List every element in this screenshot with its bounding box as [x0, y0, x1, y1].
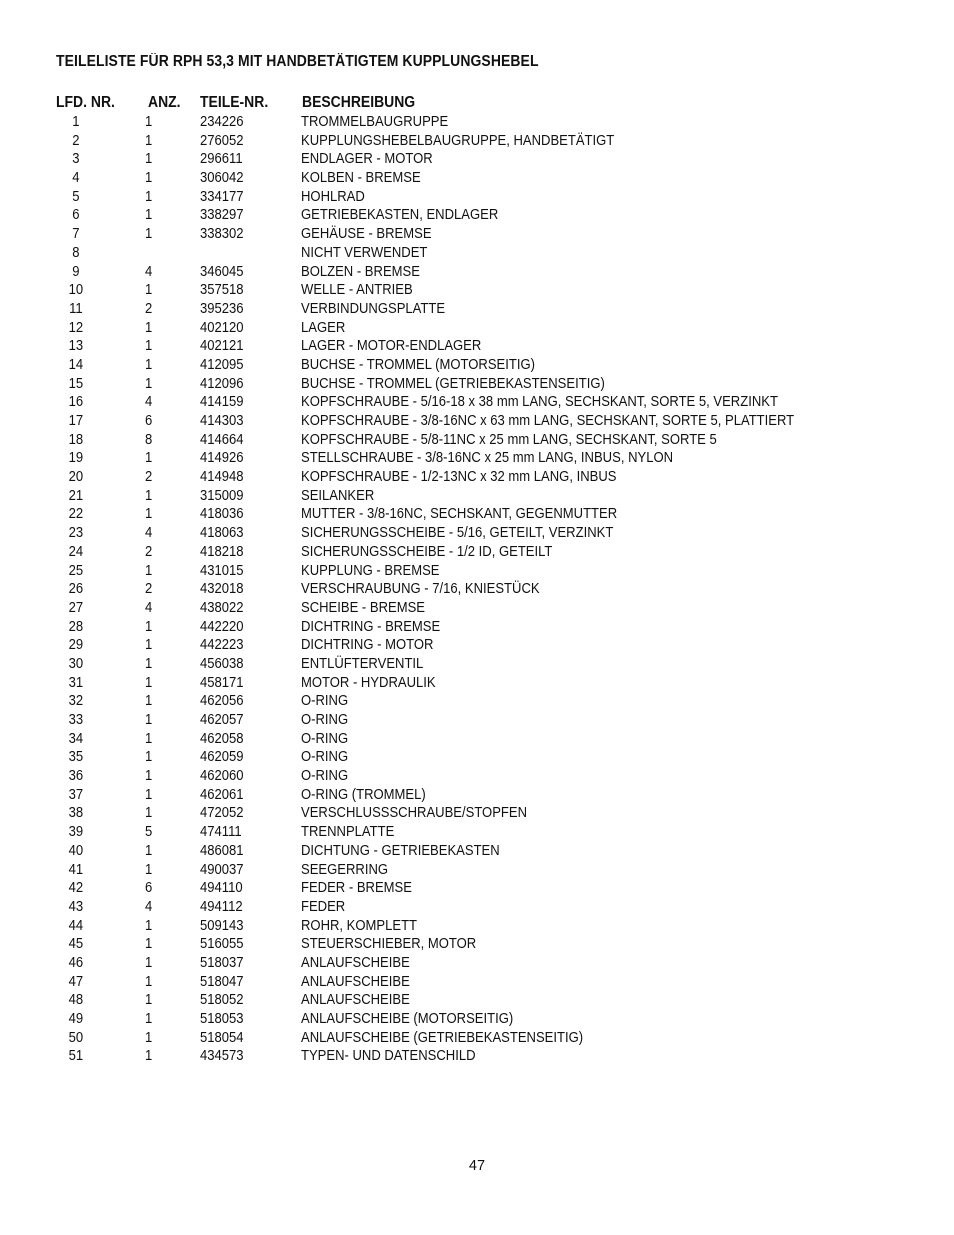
cell-lfd-nr: 26: [68, 581, 84, 598]
cell-lfd-nr: 23: [68, 525, 84, 542]
table-row: [56, 768, 916, 787]
cell-anz: 1: [145, 973, 153, 990]
cell-anz: 1: [145, 693, 153, 710]
cell-lfd-nr: 28: [68, 618, 84, 635]
cell-teile-nr: 442223: [200, 637, 244, 654]
table-row: [56, 450, 916, 469]
cell-beschreibung: ANLAUFSCHEIBE (GETRIEBEKASTENSEITIG): [301, 1029, 584, 1046]
cell-lfd-nr: 50: [68, 1029, 84, 1046]
page-number: 47: [468, 1158, 486, 1174]
cell-beschreibung: BUCHSE - TROMMEL (GETRIEBEKASTENSEITIG): [301, 375, 605, 392]
table-row: [56, 376, 916, 395]
cell-lfd-nr: 41: [68, 861, 84, 878]
table-row: [56, 805, 916, 824]
cell-lfd-nr: 11: [69, 300, 83, 317]
cell-beschreibung: DICHTRING - BREMSE: [301, 618, 441, 635]
cell-beschreibung: O-RING: [301, 768, 349, 785]
cell-anz: 4: [145, 525, 153, 542]
cell-teile-nr: 346045: [200, 263, 244, 280]
cell-anz: 1: [145, 487, 153, 504]
cell-anz: 1: [145, 338, 153, 355]
table-row: [56, 843, 916, 862]
cell-teile-nr: 516055: [200, 936, 244, 953]
cell-lfd-nr: 16: [68, 394, 84, 411]
cell-beschreibung: KOPFSCHRAUBE - 3/8-16NC x 63 mm LANG, SECHSKANT, SORTE 5, PLATTIERT: [301, 413, 795, 429]
parts-table: [56, 94, 916, 1067]
cell-beschreibung: ANLAUFSCHEIBE: [301, 954, 410, 971]
cell-teile-nr: 518052: [200, 992, 244, 1009]
cell-anz: 1: [145, 375, 153, 392]
cell-beschreibung: ROHR, KOMPLETT: [301, 917, 418, 934]
cell-beschreibung: O-RING: [301, 712, 349, 728]
table-row: [56, 394, 916, 413]
cell-beschreibung: STEUERSCHIEBER, MOTOR: [301, 936, 477, 953]
cell-beschreibung: LAGER - MOTOR-ENDLAGER: [301, 338, 482, 355]
table-row: [56, 282, 916, 301]
table-row: [56, 413, 916, 432]
cell-teile-nr: 494110: [200, 880, 243, 897]
cell-anz: 1: [145, 842, 153, 859]
cell-anz: 1: [145, 1048, 153, 1065]
table-row: [56, 320, 916, 339]
cell-beschreibung: LAGER: [301, 319, 346, 336]
cell-teile-nr: 338297: [200, 207, 244, 224]
table-row: [56, 114, 916, 133]
cell-lfd-nr: 48: [68, 992, 84, 1009]
cell-anz: 1: [145, 356, 153, 373]
cell-lfd-nr: 37: [68, 786, 84, 803]
cell-beschreibung: KUPPLUNG - BREMSE: [301, 562, 440, 579]
cell-lfd-nr: 15: [68, 375, 84, 392]
cell-teile-nr: 509143: [200, 917, 244, 934]
cell-beschreibung: BUCHSE - TROMMEL (MOTORSEITIG): [301, 356, 535, 373]
cell-beschreibung: KOLBEN - BREMSE: [301, 170, 421, 187]
cell-anz: 1: [145, 861, 153, 878]
cell-teile-nr: 418063: [200, 525, 244, 542]
cell-beschreibung: GETRIEBEKASTEN, ENDLAGER: [301, 207, 499, 224]
cell-lfd-nr: 47: [68, 973, 84, 990]
cell-beschreibung: GEHÄUSE - BREMSE: [301, 226, 432, 243]
cell-lfd-nr: 1: [72, 114, 80, 130]
cell-teile-nr: 418036: [200, 506, 244, 523]
table-row: [56, 1011, 916, 1030]
cell-anz: 1: [145, 562, 153, 579]
cell-lfd-nr: 20: [68, 469, 84, 486]
table-row: [56, 974, 916, 993]
cell-anz: 2: [145, 469, 153, 486]
cell-teile-nr: 462057: [200, 712, 244, 728]
cell-anz: 1: [145, 114, 153, 130]
cell-teile-nr: 462058: [200, 730, 244, 747]
cell-beschreibung: KOPFSCHRAUBE - 1/2-13NC x 32 mm LANG, INBUS: [301, 469, 617, 486]
cell-lfd-nr: 38: [68, 805, 84, 822]
table-row: [56, 488, 916, 507]
cell-beschreibung: ENDLAGER - MOTOR: [301, 151, 433, 168]
cell-teile-nr: 296611: [200, 151, 243, 168]
table-row: [56, 1048, 916, 1067]
cell-teile-nr: 338302: [200, 226, 244, 243]
cell-lfd-nr: 34: [68, 730, 84, 747]
cell-lfd-nr: 27: [68, 599, 84, 616]
cell-teile-nr: 431015: [200, 562, 244, 579]
cell-anz: 4: [145, 599, 153, 616]
cell-teile-nr: 402120: [200, 319, 244, 336]
cell-anz: 1: [145, 674, 153, 691]
table-row: [56, 656, 916, 675]
cell-lfd-nr: 33: [68, 712, 84, 728]
cell-lfd-nr: 13: [68, 338, 84, 355]
cell-lfd-nr: 8: [72, 244, 80, 261]
cell-teile-nr: 462061: [200, 786, 244, 803]
cell-anz: 1: [145, 655, 153, 672]
table-body: [56, 114, 916, 1067]
cell-beschreibung: SCHEIBE - BREMSE: [301, 599, 426, 616]
table-row: [56, 824, 916, 843]
cell-beschreibung: O-RING: [301, 749, 349, 766]
cell-anz: 1: [145, 712, 153, 728]
cell-beschreibung: KOPFSCHRAUBE - 5/8-11NC x 25 mm LANG, SECHSKANT, SORTE 5: [301, 431, 717, 448]
table-row: [56, 862, 916, 881]
cell-anz: 1: [145, 1029, 153, 1046]
cell-anz: 1: [145, 450, 153, 467]
cell-teile-nr: 518054: [200, 1029, 244, 1046]
table-row: [56, 170, 916, 189]
cell-lfd-nr: 7: [72, 226, 80, 243]
cell-teile-nr: 462060: [200, 768, 244, 785]
table-row: [56, 731, 916, 750]
cell-beschreibung: STELLSCHRAUBE - 3/8-16NC x 25 mm LANG, INBUS, NYLON: [301, 450, 674, 467]
cell-beschreibung: WELLE - ANTRIEB: [301, 282, 413, 299]
table-row: [56, 749, 916, 768]
cell-lfd-nr: 29: [68, 637, 84, 654]
cell-anz: 1: [145, 226, 153, 243]
cell-teile-nr: 402121: [200, 338, 244, 355]
cell-teile-nr: 438022: [200, 599, 244, 616]
table-row: [56, 918, 916, 937]
cell-lfd-nr: 14: [68, 356, 84, 373]
header-teile-nr: TEILE-NR.: [200, 94, 269, 111]
page-title: TEILELISTE FÜR RPH 53,3 MIT HANDBETÄTIGTEM KUPPLUNGSHEBEL: [56, 53, 539, 70]
cell-lfd-nr: 22: [68, 506, 84, 523]
table-row: [56, 992, 916, 1011]
cell-lfd-nr: 39: [68, 824, 84, 841]
table-row: [56, 880, 916, 899]
cell-anz: 1: [145, 954, 153, 971]
cell-teile-nr: 412095: [200, 356, 244, 373]
cell-beschreibung: TYPEN- UND DATENSCHILD: [301, 1048, 476, 1065]
cell-beschreibung: VERSCHRAUBUNG - 7/16, KNIESTÜCK: [301, 581, 540, 598]
cell-lfd-nr: 32: [68, 693, 84, 710]
cell-anz: 1: [145, 506, 153, 523]
cell-lfd-nr: 21: [68, 487, 84, 504]
cell-anz: 1: [145, 170, 153, 187]
table-row: [56, 563, 916, 582]
cell-beschreibung: SICHERUNGSSCHEIBE - 5/16, GETEILT, VERZINKT: [301, 525, 614, 542]
cell-teile-nr: 518053: [200, 1011, 244, 1027]
cell-teile-nr: 442220: [200, 618, 244, 635]
cell-beschreibung: MOTOR - HYDRAULIK: [301, 674, 436, 691]
cell-anz: 1: [145, 618, 153, 635]
cell-teile-nr: 462056: [200, 693, 244, 710]
cell-beschreibung: ANLAUFSCHEIBE: [301, 992, 410, 1009]
table-row: [56, 133, 916, 152]
cell-lfd-nr: 5: [72, 188, 80, 205]
table-row: [56, 936, 916, 955]
table-row: [56, 787, 916, 806]
cell-lfd-nr: 36: [68, 768, 84, 785]
table-row: [56, 525, 916, 544]
cell-beschreibung: ENTLÜFTERVENTIL: [301, 655, 424, 672]
cell-anz: 1: [145, 319, 153, 336]
cell-lfd-nr: 30: [68, 655, 84, 672]
table-row: [56, 432, 916, 451]
cell-lfd-nr: 40: [68, 842, 84, 859]
cell-beschreibung: SICHERUNGSSCHEIBE - 1/2 ID, GETEILT: [301, 543, 553, 560]
cell-teile-nr: 414926: [200, 450, 244, 467]
cell-anz: 8: [145, 431, 153, 448]
table-row: [56, 506, 916, 525]
cell-anz: 1: [145, 207, 153, 224]
cell-teile-nr: 490037: [200, 861, 244, 878]
table-row: [56, 693, 916, 712]
table-row: [56, 955, 916, 974]
cell-lfd-nr: 6: [72, 207, 80, 224]
cell-lfd-nr: 2: [72, 132, 80, 149]
cell-anz: 1: [145, 805, 153, 822]
cell-teile-nr: 357518: [200, 282, 244, 299]
cell-anz: 2: [145, 581, 153, 598]
cell-teile-nr: 432018: [200, 581, 244, 598]
cell-beschreibung: VERBINDUNGSPLATTE: [301, 300, 446, 317]
cell-teile-nr: 456038: [200, 655, 244, 672]
cell-lfd-nr: 44: [68, 917, 84, 934]
cell-lfd-nr: 12: [68, 319, 84, 336]
cell-lfd-nr: 43: [68, 898, 84, 915]
cell-beschreibung: KUPPLUNGSHEBELBAUGRUPPE, HANDBETÄTIGT: [301, 132, 615, 149]
cell-lfd-nr: 31: [68, 674, 84, 691]
cell-beschreibung: O-RING (TROMMEL): [301, 786, 426, 803]
table-row: [56, 600, 916, 619]
cell-beschreibung: TRENNPLATTE: [301, 824, 395, 841]
cell-teile-nr: 414159: [200, 394, 244, 411]
cell-anz: 4: [145, 898, 153, 915]
table-row: [56, 357, 916, 376]
cell-teile-nr: 518037: [200, 954, 244, 971]
cell-anz: 2: [145, 300, 153, 317]
cell-teile-nr: 474111: [200, 824, 242, 841]
cell-anz: 6: [145, 880, 153, 897]
cell-anz: 1: [145, 768, 153, 785]
table-row: [56, 675, 916, 694]
table-row: [56, 899, 916, 918]
header-beschreibung: BESCHREIBUNG: [302, 94, 416, 111]
cell-teile-nr: 234226: [200, 114, 244, 130]
cell-beschreibung: MUTTER - 3/8-16NC, SECHSKANT, GEGENMUTTER: [301, 506, 618, 523]
cell-lfd-nr: 45: [68, 936, 84, 953]
table-row: [56, 264, 916, 283]
cell-teile-nr: 334177: [200, 188, 244, 205]
cell-beschreibung: FEDER - BREMSE: [301, 880, 412, 897]
cell-teile-nr: 395236: [200, 300, 244, 317]
cell-teile-nr: 315009: [200, 487, 244, 504]
cell-beschreibung: KOPFSCHRAUBE - 5/16-18 x 38 mm LANG, SECHSKANT, SORTE 5, VERZINKT: [301, 394, 778, 411]
cell-teile-nr: 472052: [200, 805, 244, 822]
cell-lfd-nr: 35: [68, 749, 84, 766]
cell-lfd-nr: 18: [68, 431, 84, 448]
cell-lfd-nr: 46: [68, 954, 84, 971]
cell-anz: 4: [145, 394, 153, 411]
cell-anz: 5: [145, 824, 153, 841]
cell-anz: 1: [145, 637, 153, 654]
cell-anz: 6: [145, 413, 153, 429]
cell-anz: 1: [145, 132, 153, 149]
cell-teile-nr: 414303: [200, 413, 244, 429]
cell-anz: 4: [145, 263, 153, 280]
cell-teile-nr: 462059: [200, 749, 244, 766]
cell-beschreibung: NICHT VERWENDET: [301, 244, 428, 261]
table-row: [56, 544, 916, 563]
cell-beschreibung: O-RING: [301, 693, 349, 710]
table-row: [56, 1030, 916, 1049]
cell-beschreibung: FEDER: [301, 898, 346, 915]
cell-anz: 1: [145, 730, 153, 747]
cell-beschreibung: TROMMELBAUGRUPPE: [301, 114, 449, 130]
cell-lfd-nr: 10: [68, 282, 84, 299]
cell-beschreibung: SEEGERRING: [301, 861, 389, 878]
cell-lfd-nr: 9: [72, 263, 80, 280]
cell-lfd-nr: 19: [68, 450, 84, 467]
cell-anz: 1: [145, 151, 153, 168]
cell-anz: 1: [145, 786, 153, 803]
cell-teile-nr: 434573: [200, 1048, 244, 1065]
table-row: [56, 619, 916, 638]
table-row: [56, 226, 916, 245]
cell-anz: 2: [145, 543, 153, 560]
cell-teile-nr: 518047: [200, 973, 244, 990]
cell-teile-nr: 412096: [200, 375, 244, 392]
table-row: [56, 189, 916, 208]
cell-teile-nr: 414948: [200, 469, 244, 486]
cell-beschreibung: DICHTUNG - GETRIEBEKASTEN: [301, 842, 500, 859]
cell-beschreibung: VERSCHLUSSSCHRAUBE/STOPFEN: [301, 805, 528, 822]
cell-anz: 1: [145, 282, 153, 299]
cell-teile-nr: 458171: [200, 674, 244, 691]
cell-lfd-nr: 42: [68, 880, 84, 897]
cell-beschreibung: BOLZEN - BREMSE: [301, 263, 420, 280]
cell-lfd-nr: 3: [72, 151, 80, 168]
table-row: [56, 637, 916, 656]
cell-anz: 1: [145, 188, 153, 205]
cell-lfd-nr: 51: [68, 1048, 84, 1065]
cell-beschreibung: ANLAUFSCHEIBE (MOTORSEITIG): [301, 1011, 514, 1027]
table-row: [56, 469, 916, 488]
cell-anz: 1: [145, 936, 153, 953]
header-lfd-nr: LFD. NR.: [56, 94, 115, 111]
cell-lfd-nr: 4: [72, 170, 80, 187]
cell-anz: 1: [145, 992, 153, 1009]
cell-lfd-nr: 49: [68, 1011, 84, 1027]
cell-teile-nr: 486081: [200, 842, 244, 859]
table-header: [56, 94, 916, 114]
header-anz: ANZ.: [148, 94, 181, 111]
table-row: [56, 301, 916, 320]
cell-lfd-nr: 24: [68, 543, 84, 560]
table-row: [56, 581, 916, 600]
cell-beschreibung: O-RING: [301, 730, 349, 747]
cell-teile-nr: 306042: [200, 170, 244, 187]
cell-anz: 1: [145, 749, 153, 766]
cell-teile-nr: 414664: [200, 431, 244, 448]
cell-beschreibung: SEILANKER: [301, 487, 375, 504]
table-row: [56, 712, 916, 731]
cell-beschreibung: HOHLRAD: [301, 188, 365, 205]
cell-beschreibung: ANLAUFSCHEIBE: [301, 973, 410, 990]
table-row: [56, 338, 916, 357]
table-row: [56, 245, 916, 264]
table-row: [56, 151, 916, 170]
cell-teile-nr: 276052: [200, 132, 244, 149]
cell-anz: 1: [145, 1011, 153, 1027]
cell-anz: 1: [145, 917, 153, 934]
cell-beschreibung: DICHTRING - MOTOR: [301, 637, 434, 654]
cell-lfd-nr: 25: [68, 562, 84, 579]
table-row: [56, 207, 916, 226]
cell-teile-nr: 494112: [200, 898, 243, 915]
cell-teile-nr: 418218: [200, 543, 244, 560]
cell-lfd-nr: 17: [68, 413, 84, 429]
